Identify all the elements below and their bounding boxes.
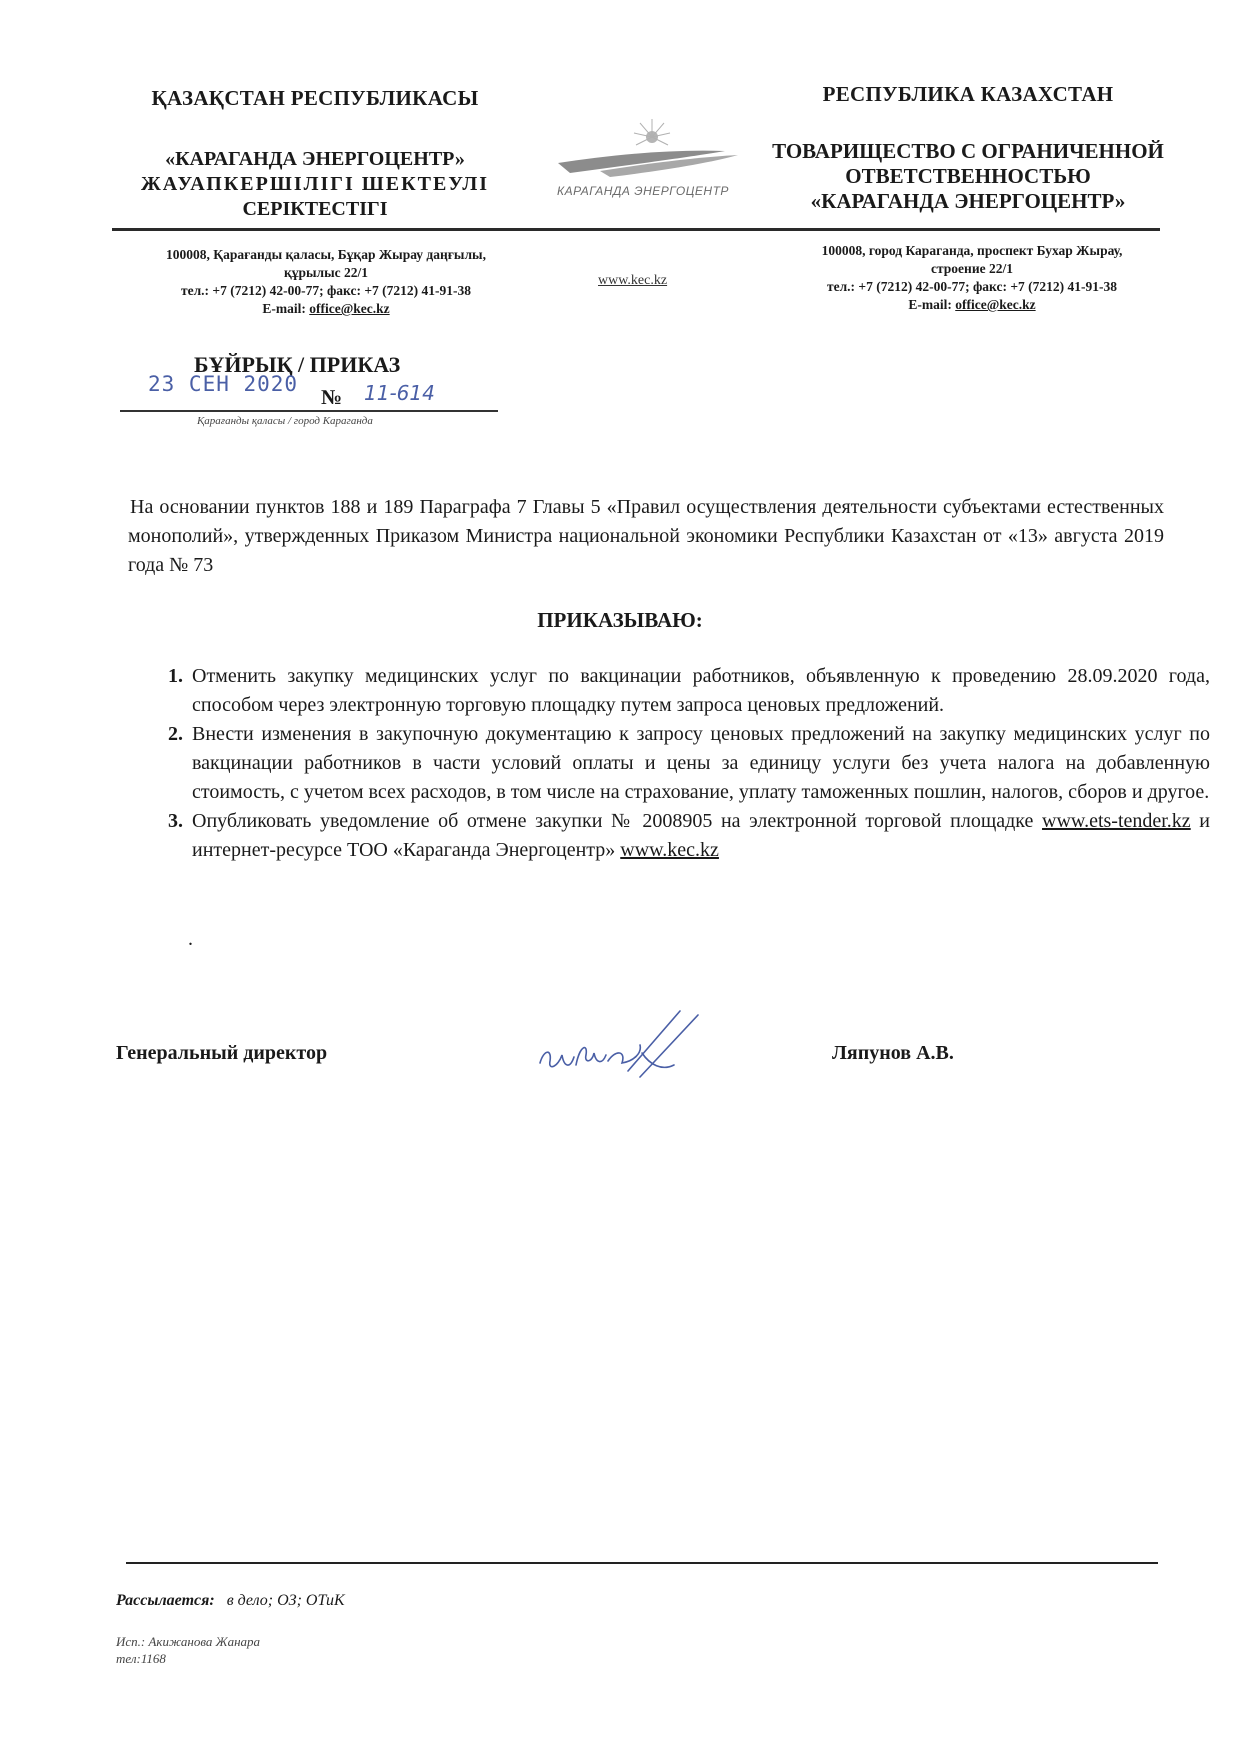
order-title: БҰЙРЫҚ / ПРИКАЗ <box>194 352 401 377</box>
order-city: Қарағанды қаласы / город Караганда <box>197 415 373 427</box>
address-kz-line3: тел.: +7 (7212) 42-00-77; факс: +7 (7212) 41-91-38 <box>180 283 472 298</box>
email-link-kz[interactable]: office@kec.kz <box>309 301 390 316</box>
order-heading: ПРИКАЗЫВАЮ: <box>537 608 703 632</box>
org-name-kz <box>100 147 530 222</box>
order-number-underline <box>120 410 498 412</box>
ets-tender-link[interactable]: www.ets-tender.kz <box>1042 810 1191 832</box>
order-item-3 <box>188 807 1210 865</box>
org-kz-line2: ЖАУАПКЕРШІЛІГІ ШЕКТЕУЛІ <box>140 173 490 195</box>
logo-wordmark: КАРАГАНДА ЭНЕРГОЦЕНТР <box>557 184 729 198</box>
address-kz <box>106 246 546 318</box>
country-kz: ҚАЗАҚСТАН РЕСПУБЛИКАСЫ <box>151 86 479 110</box>
order-number-label: № <box>321 385 343 409</box>
org-kz-line1: «КАРАГАНДА ЭНЕРГОЦЕНТР» <box>165 148 465 170</box>
distribution-label: Рассылается: <box>116 1592 215 1609</box>
order-item-1: 1. Отменить закупку медицинских услуг по вакцинации работников, объявленную к проведению 28.09.2020 года, способом через электронную торговую площадку путем запроса ценовых предложений. <box>188 662 1210 720</box>
email-label: E-mail: <box>908 297 956 312</box>
address-kz-email <box>106 300 546 318</box>
footer-divider <box>126 1562 1158 1564</box>
order-item-2: 2. Внести изменения в закупочную документацию к запросу ценовых предложений на закупку медицинских услуг по вакцинации работников в части условий оплаты и цены за единицу услуги без учета налога на добавленную стоимость, с учетом всех расходов, в том числе на страхование, уплату таможенных пошлин, налогов, сборов и другое. <box>188 720 1210 807</box>
address-ru-line3: тел.: +7 (7212) 42-00-77; факс: +7 (7212) 41-91-38 <box>826 279 1118 294</box>
header-right <box>748 82 1188 214</box>
org-ru-line3: «КАРАГАНДА ЭНЕРГОЦЕНТР» <box>810 189 1126 213</box>
address-ru <box>762 242 1182 314</box>
website-link[interactable]: www.kec.kz <box>598 273 668 288</box>
address-ru-email <box>762 296 1182 314</box>
executor-name: Исп.: Акижанова Жанара <box>116 1634 261 1649</box>
trailing-dot: . <box>188 928 193 950</box>
handwritten-signature <box>530 1005 710 1095</box>
distribution-line <box>116 1592 345 1610</box>
address-kz-line1: 100008, Қарағанды қаласы, Бұқар Жырау даңғылы, <box>166 247 486 262</box>
executor-info <box>116 1633 260 1667</box>
date-stamp: 23 СЕН 2020 <box>148 372 299 396</box>
address-ru-line2: строение 22/1 <box>931 261 1013 276</box>
org-ru-line1: ТОВАРИЩЕСТВО С ОГРАНИЧЕННОЙ <box>772 139 1164 163</box>
org-kz-line3: СЕРІКТЕСТІГІ <box>242 198 388 220</box>
kec-link[interactable]: www.kec.kz <box>620 839 719 861</box>
country-ru: РЕСПУБЛИКА КАЗАХСТАН <box>822 82 1114 106</box>
item3-text-a: Опубликовать уведомление об отмене закупки № 2008905 на электронной торговой площадке <box>192 810 1043 832</box>
org-name-ru <box>748 139 1188 214</box>
address-ru-line1: 100008, город Караганда, проспект Бухар Жырау, <box>821 243 1123 258</box>
order-items-list <box>148 662 1210 865</box>
email-label: E-mail: <box>262 301 310 316</box>
address-kz-line2: құрылыс 22/1 <box>283 265 369 280</box>
signatory-role: Генеральный директор <box>116 1042 328 1064</box>
org-ru-line2: ОТВЕТСТВЕННОСТЬЮ <box>845 164 1091 188</box>
distribution-list: в дело; ОЗ; ОТиК <box>226 1592 345 1609</box>
item3-text-b: и интернет-ресурсе ТОО «Караганда Энергоцентр» <box>192 810 1211 861</box>
preamble-paragraph: На основании пунктов 188 и 189 Параграфа 7 Главы 5 «Правил осуществления деятельности субъектами естественных монополий», утвержденных Приказом Министра национальной экономики Республики Казахстан от «13» августа 2019 года № 73 <box>128 496 1164 576</box>
order-number: 11-614 <box>364 381 435 405</box>
executor-phone: тел:1168 <box>116 1651 166 1666</box>
signatory-name: Ляпунов А.В. <box>832 1042 954 1064</box>
email-link-ru[interactable]: office@kec.kz <box>955 297 1036 312</box>
header-divider <box>112 228 1160 231</box>
header-left <box>100 86 530 222</box>
